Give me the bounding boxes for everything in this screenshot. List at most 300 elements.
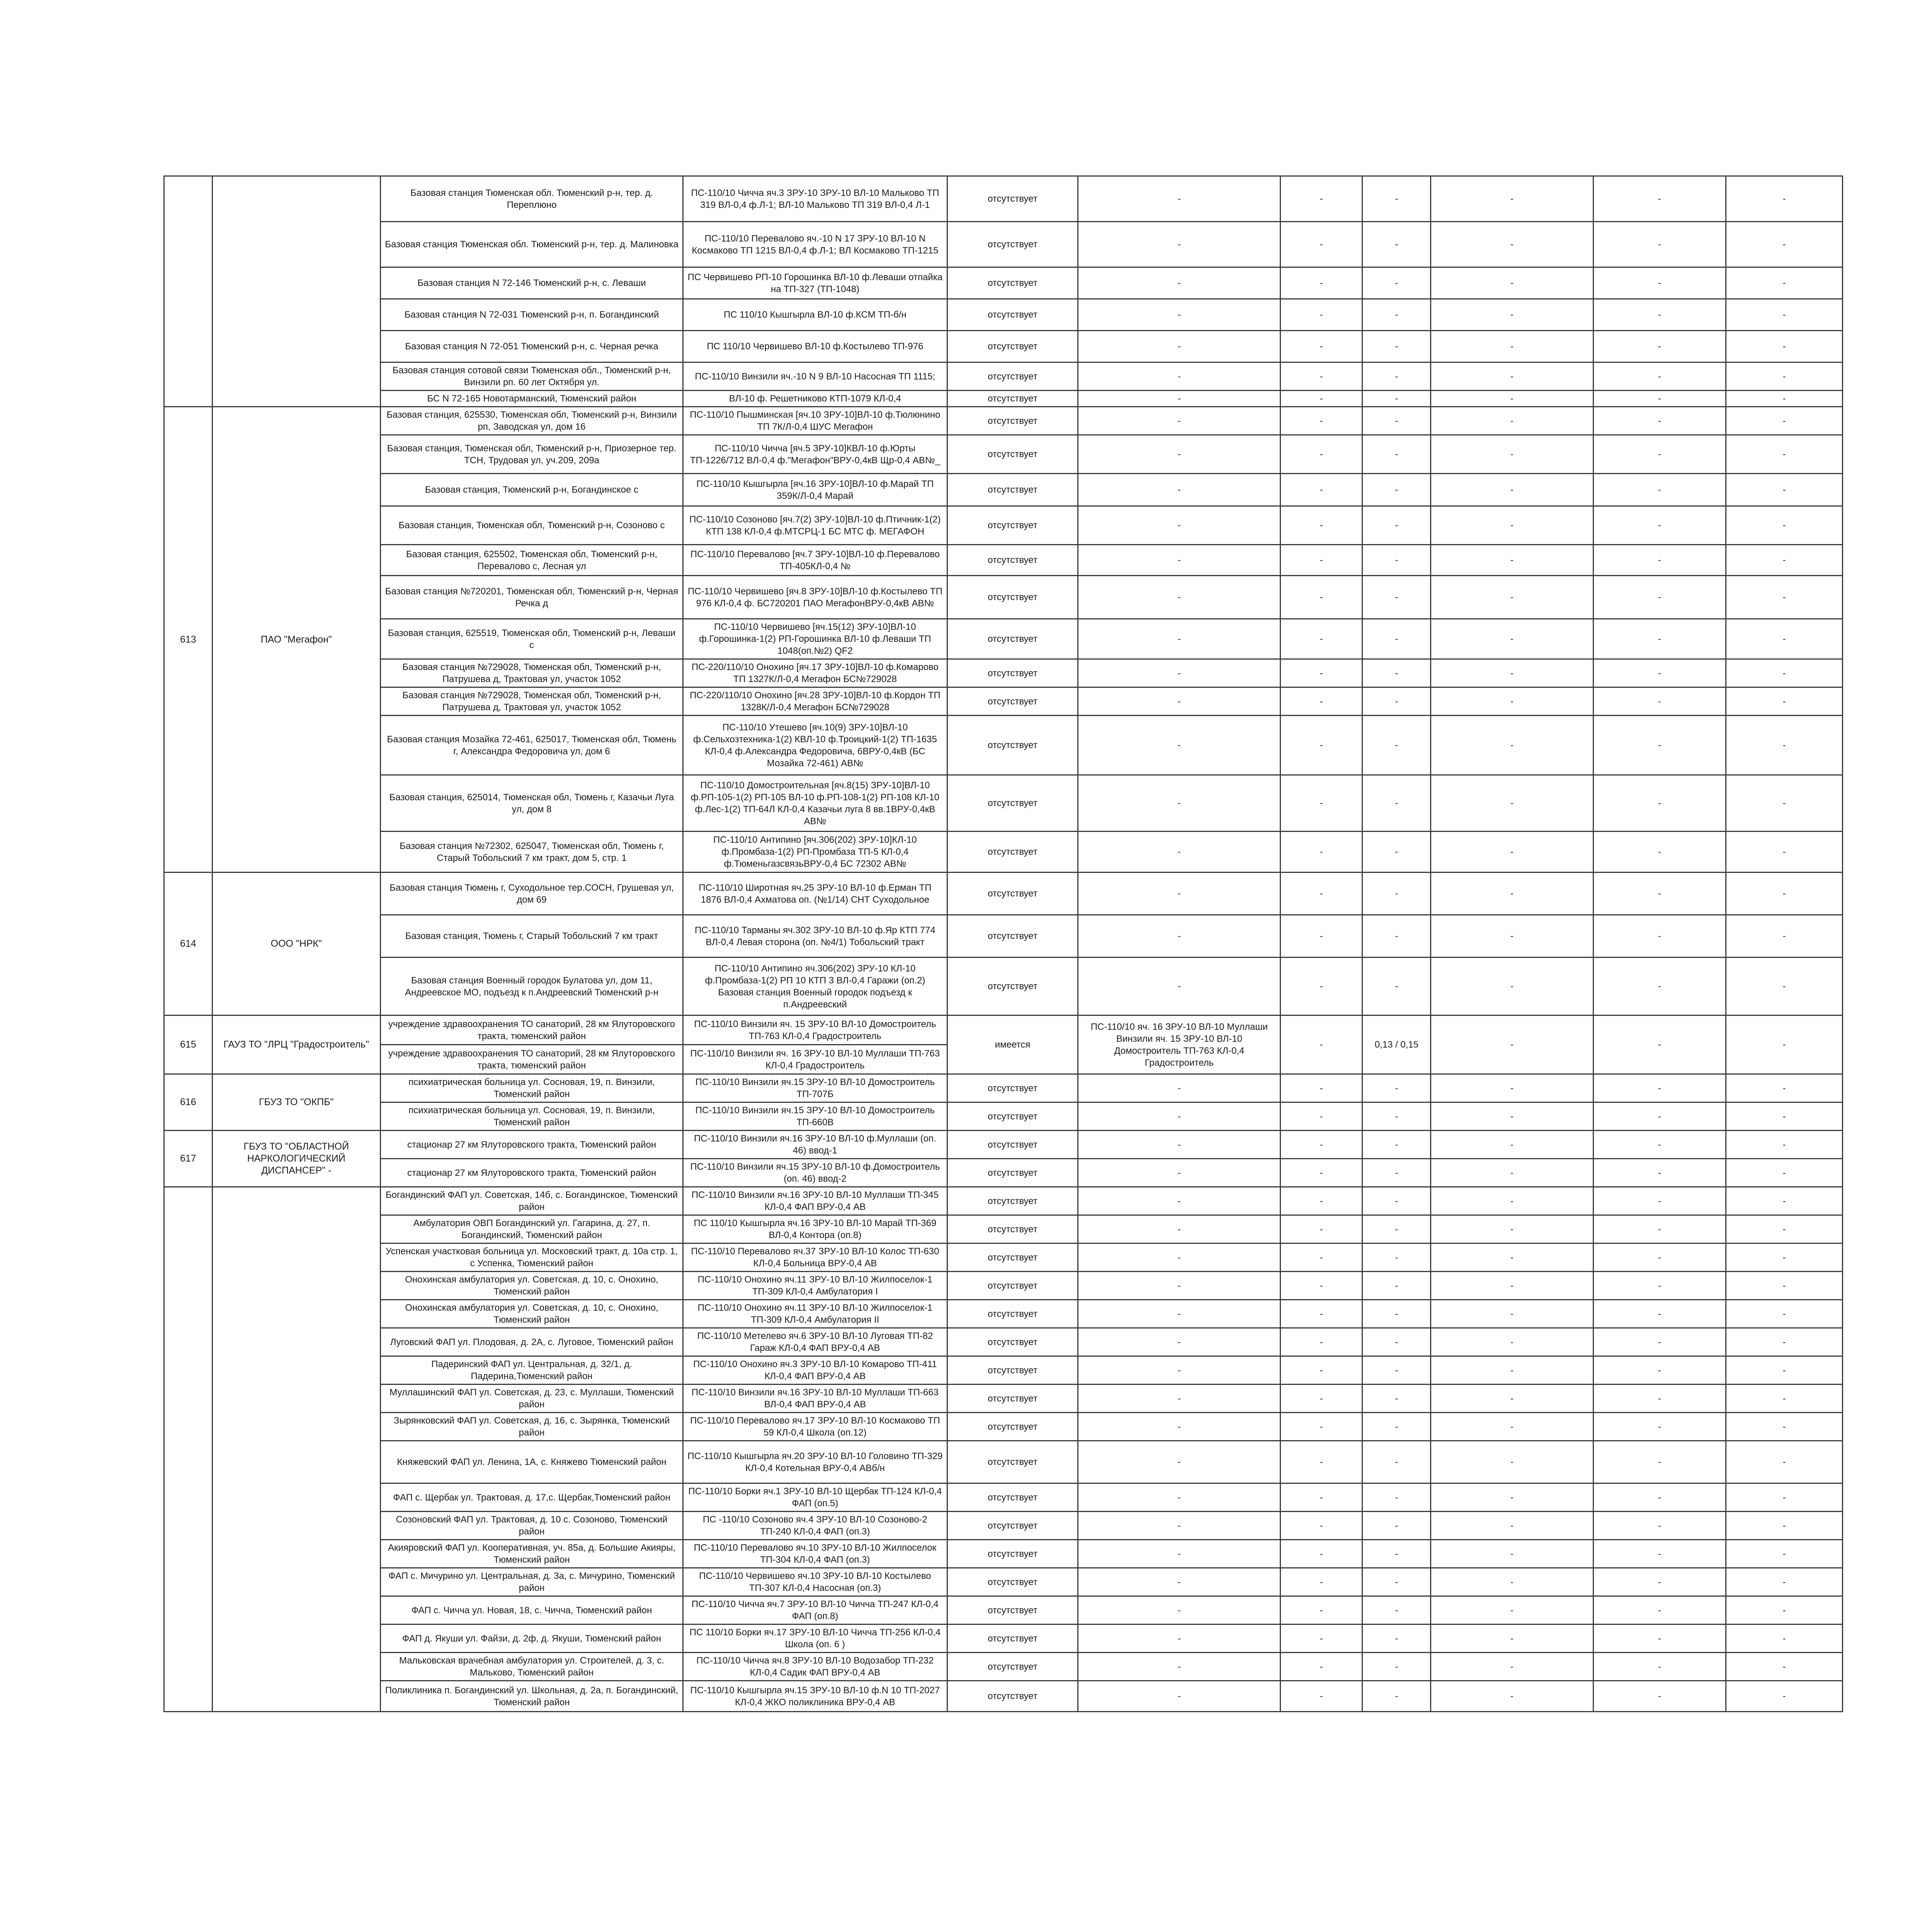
supply-source-cell: ПС-110/10 Винзили яч. 16 ЗРУ-10 ВЛ-10 Муллаши ТП-763 КЛ-0,4 Градостроитель <box>683 1045 947 1074</box>
supply-status-cell: отсутствует <box>947 958 1078 1015</box>
object-name-cell: Базовая станция, 625519, Тюменская обл, Тюменский р-н, Леваши с <box>380 619 683 659</box>
object-name-cell: Базовая станция Тюменская обл. Тюменский р-н, тер. д. Переплюно <box>380 176 683 222</box>
value-cell: - <box>1593 1568 1726 1596</box>
value-cell: - <box>1593 1300 1726 1328</box>
power-cell: - <box>1362 1074 1431 1102</box>
value-cell: - <box>1281 1300 1362 1328</box>
table-row <box>164 832 1843 873</box>
value-cell: - <box>1593 222 1726 267</box>
backup-source-cell: - <box>1078 1243 1281 1272</box>
value-cell: - <box>1593 1385 1726 1413</box>
value-cell: - <box>1431 958 1593 1015</box>
value-cell: - <box>1726 1131 1843 1159</box>
power-cell: - <box>1362 299 1431 331</box>
power-cell: - <box>1362 391 1431 407</box>
value-cell: - <box>1281 1441 1362 1483</box>
value-cell: - <box>1431 659 1593 687</box>
power-cell: - <box>1362 716 1431 775</box>
supply-source-cell: ПС-110/10 Винзили яч.-10 N 9 ВЛ-10 Насосная ТП 1115; <box>683 362 947 391</box>
value-cell: - <box>1593 1328 1726 1356</box>
object-name-cell: стационар 27 км Ялуторовского тракта, Тюменский район <box>380 1131 683 1159</box>
value-cell: - <box>1726 1441 1843 1483</box>
backup-source-cell: - <box>1078 1131 1281 1159</box>
value-cell: - <box>1726 506 1843 545</box>
value-cell: - <box>1726 1187 1843 1215</box>
value-cell: - <box>1593 1272 1726 1300</box>
table-row <box>164 362 1843 391</box>
value-cell: - <box>1281 958 1362 1015</box>
backup-source-cell: - <box>1078 1074 1281 1102</box>
organization-cell: ГБУЗ ТО "ОКПБ" <box>212 1074 380 1131</box>
supply-status-cell: отсутствует <box>947 1512 1078 1540</box>
value-cell: - <box>1281 1568 1362 1596</box>
value-cell: - <box>1726 407 1843 435</box>
value-cell: - <box>1431 267 1593 299</box>
organization-cell <box>212 176 380 407</box>
supply-source-cell: ПС-110/10 Созоново [яч.7(2) ЗРУ-10]ВЛ-10 ф.Птичник-1(2) КТП 138 КЛ-0,4 ф.МТСРЦ-1 БС МТС ф. МЕГАФОН <box>683 506 947 545</box>
value-cell: - <box>1431 873 1593 915</box>
value-cell: - <box>1431 331 1593 362</box>
table-row <box>164 576 1843 619</box>
supply-status-cell: отсутствует <box>947 474 1078 506</box>
table-row <box>164 915 1843 958</box>
value-cell: - <box>1281 1102 1362 1131</box>
value-cell: - <box>1431 1074 1593 1102</box>
supply-source-cell: ПС-110/10 Винзили яч.16 ЗРУ-10 ВЛ-10 ф.Муллаши (оп. 46) ввод-1 <box>683 1131 947 1159</box>
supply-source-cell: ПС-110/10 Утешево [яч.10(9) ЗРУ-10]ВЛ-10 ф.Сельхозтехника-1(2) КВЛ-10 ф.Троицкий-1(2) ТП-1635 КЛ-0,4 ф.Александра Федоровича, 6ВРУ-0,4кВ (БС Мозайка 72-461) АВ№ <box>683 716 947 775</box>
power-cell: - <box>1362 1568 1431 1596</box>
supply-status-cell: отсутствует <box>947 407 1078 435</box>
backup-source-cell: - <box>1078 775 1281 832</box>
object-name-cell: Богандинский ФАП ул. Советская, 14б, с. Богандинское, Тюменский район <box>380 1187 683 1215</box>
backup-source-cell: - <box>1078 222 1281 267</box>
table-row <box>164 1215 1843 1243</box>
object-name-cell: Акияровский ФАП ул. Кооперативная, уч. 85а, д. Большие Акияры, Тюменский район <box>380 1540 683 1568</box>
value-cell: - <box>1431 222 1593 267</box>
value-cell: - <box>1281 362 1362 391</box>
table-row <box>164 1243 1843 1272</box>
value-cell: - <box>1431 506 1593 545</box>
table-row <box>164 435 1843 474</box>
backup-source-cell: - <box>1078 1356 1281 1385</box>
value-cell: - <box>1593 176 1726 222</box>
value-cell: - <box>1431 1356 1593 1385</box>
supply-status-cell: отсутствует <box>947 1624 1078 1653</box>
supply-source-cell: ПС-110/10 Винзили яч.15 ЗРУ-10 ВЛ-10 ф.Домостроитель (оп. 46) ввод-2 <box>683 1159 947 1187</box>
backup-source-cell: - <box>1078 958 1281 1015</box>
supply-source-cell: ПС -110/10 Созоново яч.4 ЗРУ-10 ВЛ-10 Созоново-2 ТП-240 КЛ-0,4 ФАП (оп.3) <box>683 1512 947 1540</box>
value-cell: - <box>1281 435 1362 474</box>
power-cell: - <box>1362 1272 1431 1300</box>
backup-source-cell: - <box>1078 1596 1281 1624</box>
value-cell: - <box>1726 576 1843 619</box>
table-row <box>164 1385 1843 1413</box>
power-cell: - <box>1362 407 1431 435</box>
object-name-cell: Базовая станция N 72-146 Тюменский р-н, с. Леваши <box>380 267 683 299</box>
value-cell: - <box>1593 1413 1726 1441</box>
value-cell: - <box>1593 362 1726 391</box>
object-name-cell: Созоновский ФАП ул. Трактовая, д. 10 с. Созоново, Тюменский район <box>380 1512 683 1540</box>
backup-source-cell: - <box>1078 1102 1281 1131</box>
object-name-cell: Базовая станция №729028, Тюменская обл, Тюменский р-н, Патрушева д, Трактовая ул, участок 1052 <box>380 659 683 687</box>
table-row <box>164 619 1843 659</box>
backup-source-cell: - <box>1078 873 1281 915</box>
table-row <box>164 659 1843 687</box>
power-cell: - <box>1362 176 1431 222</box>
value-cell: - <box>1431 1441 1593 1483</box>
power-cell: - <box>1362 873 1431 915</box>
table-row <box>164 1441 1843 1483</box>
value-cell: - <box>1431 1385 1593 1413</box>
table-row <box>164 1356 1843 1385</box>
value-cell: - <box>1726 1102 1843 1131</box>
value-cell: - <box>1726 619 1843 659</box>
table-row <box>164 1483 1843 1512</box>
supply-source-cell: ПС-110/10 Борки яч.1 ЗРУ-10 ВЛ-10 Щербак ТП-124 КЛ-0,4 ФАП (оп.5) <box>683 1483 947 1512</box>
backup-source-cell: - <box>1078 1512 1281 1540</box>
value-cell: - <box>1726 1215 1843 1243</box>
value-cell: - <box>1431 1015 1593 1074</box>
table-row <box>164 506 1843 545</box>
backup-source-cell: ПС-110/10 яч. 16 ЗРУ-10 ВЛ-10 Муллаши Винзили яч. 15 ЗРУ-10 ВЛ-10 Домостроитель ТП-763 КЛ-0,4 Градостроитель <box>1078 1015 1281 1074</box>
backup-source-cell: - <box>1078 576 1281 619</box>
value-cell: - <box>1281 267 1362 299</box>
row-number-cell: 614 <box>164 873 213 1015</box>
power-cell: - <box>1362 474 1431 506</box>
backup-source-cell: - <box>1078 267 1281 299</box>
value-cell: - <box>1593 1102 1726 1131</box>
table-row <box>164 1624 1843 1653</box>
value-cell: - <box>1431 1328 1593 1356</box>
supply-status-cell: отсутствует <box>947 1159 1078 1187</box>
value-cell: - <box>1593 474 1726 506</box>
object-name-cell: Луговский ФАП ул. Плодовая, д. 2А, с. Луговое, Тюменский район <box>380 1328 683 1356</box>
value-cell: - <box>1431 1568 1593 1596</box>
value-cell: - <box>1281 391 1362 407</box>
object-name-cell: Муллашинский ФАП ул. Советская, д. 23, с. Муллаши, Тюменский район <box>380 1385 683 1413</box>
value-cell: - <box>1281 659 1362 687</box>
value-cell: - <box>1726 1015 1843 1074</box>
table-row <box>164 1131 1843 1159</box>
value-cell: - <box>1431 407 1593 435</box>
value-cell: - <box>1593 267 1726 299</box>
table-row <box>164 1681 1843 1712</box>
power-cell: - <box>1362 1159 1431 1187</box>
value-cell: - <box>1281 1540 1362 1568</box>
value-cell: - <box>1726 1385 1843 1413</box>
backup-source-cell: - <box>1078 1568 1281 1596</box>
value-cell: - <box>1431 362 1593 391</box>
value-cell: - <box>1593 832 1726 873</box>
value-cell: - <box>1726 1653 1843 1681</box>
object-name-cell: Базовая станция, 625530, Тюменская обл, Тюменский р-н, Винзили рп, Заводская ул, дом 16 <box>380 407 683 435</box>
object-name-cell: ФАП с. Чичча ул. Новая, 18, с. Чичча, Тюменский район <box>380 1596 683 1624</box>
value-cell: - <box>1281 832 1362 873</box>
value-cell: - <box>1726 1568 1843 1596</box>
value-cell: - <box>1593 391 1726 407</box>
value-cell: - <box>1281 1653 1362 1681</box>
supply-status-cell: отсутствует <box>947 687 1078 716</box>
backup-source-cell: - <box>1078 545 1281 576</box>
value-cell: - <box>1726 474 1843 506</box>
supply-status-cell: отсутствует <box>947 1215 1078 1243</box>
value-cell: - <box>1431 1653 1593 1681</box>
backup-source-cell: - <box>1078 1441 1281 1483</box>
supply-status-cell: отсутствует <box>947 1328 1078 1356</box>
backup-source-cell: - <box>1078 687 1281 716</box>
object-name-cell: Базовая станция, Тюмень г, Старый Тобольский 7 км тракт <box>380 915 683 958</box>
object-name-cell: Базовая станция сотовой связи Тюменская обл., Тюменский р-н, Винзили рп. 60 лет Октября ул. <box>380 362 683 391</box>
value-cell: - <box>1281 576 1362 619</box>
supply-status-cell: отсутствует <box>947 1074 1078 1102</box>
value-cell: - <box>1431 1483 1593 1512</box>
value-cell: - <box>1431 176 1593 222</box>
organization-cell <box>212 1187 380 1712</box>
table-row <box>164 687 1843 716</box>
value-cell: - <box>1726 1300 1843 1328</box>
supply-source-cell: ПС-110/10 Онохино яч.3 ЗРУ-10 ВЛ-10 Комарово ТП-411 КЛ-0,4 ФАП ВРУ-0,4 АВ <box>683 1356 947 1385</box>
value-cell: - <box>1726 545 1843 576</box>
value-cell: - <box>1431 545 1593 576</box>
organization-cell: ГБУЗ ТО "ОБЛАСТНОЙ НАРКОЛОГИЧЕСКИЙ ДИСПАНСЕР" - <box>212 1131 380 1187</box>
backup-source-cell: - <box>1078 915 1281 958</box>
table-row <box>164 474 1843 506</box>
supply-status-cell: отсутствует <box>947 1131 1078 1159</box>
power-cell: - <box>1362 915 1431 958</box>
power-cell: - <box>1362 1624 1431 1653</box>
table-row <box>164 176 1843 222</box>
object-name-cell: Базовая станция, Тюменская обл, Тюменский р-н, Созоново с <box>380 506 683 545</box>
supply-source-cell: ПС-110/10 Перевалово [яч.7 ЗРУ-10]ВЛ-10 ф.Перевалово ТП-405КЛ-0,4 № <box>683 545 947 576</box>
value-cell: - <box>1593 1596 1726 1624</box>
object-name-cell: Базовая станция, 625502, Тюменская обл, Тюменский р-н, Перевалово с, Лесная ул <box>380 545 683 576</box>
value-cell: - <box>1593 716 1726 775</box>
value-cell: - <box>1281 1131 1362 1159</box>
value-cell: - <box>1726 176 1843 222</box>
organization-cell: ПАО "Мегафон" <box>212 407 380 873</box>
value-cell: - <box>1281 1385 1362 1413</box>
value-cell: - <box>1593 545 1726 576</box>
supply-status-cell: отсутствует <box>947 435 1078 474</box>
table-row <box>164 775 1843 832</box>
value-cell: - <box>1431 299 1593 331</box>
power-cell: - <box>1362 362 1431 391</box>
supply-source-cell: ПС-110/10 Червишево [яч.8 ЗРУ-10]ВЛ-10 ф.Костылево ТП 976 КЛ-0,4 ф. БС720201 ПАО МегафонВРУ-0,4кВ АВ№ <box>683 576 947 619</box>
backup-source-cell: - <box>1078 1187 1281 1215</box>
supply-status-cell: отсутствует <box>947 1568 1078 1596</box>
table-row <box>164 1074 1843 1102</box>
backup-source-cell: - <box>1078 1413 1281 1441</box>
table-row <box>164 1596 1843 1624</box>
table-row <box>164 222 1843 267</box>
object-name-cell: учреждение здравоохранения ТО санаторий, 28 км Ялуторовского тракта, тюменский район <box>380 1045 683 1074</box>
value-cell: - <box>1726 1596 1843 1624</box>
backup-source-cell: - <box>1078 1385 1281 1413</box>
value-cell: - <box>1726 687 1843 716</box>
supply-source-cell: ПС-110/10 Перевалово яч.17 ЗРУ-10 ВЛ-10 Космаково ТП 59 КЛ-0,4 Школа (оп.12) <box>683 1413 947 1441</box>
supply-status-cell: имеется <box>947 1015 1078 1074</box>
value-cell: - <box>1431 1681 1593 1712</box>
supply-status-cell: отсутствует <box>947 1356 1078 1385</box>
backup-source-cell: - <box>1078 435 1281 474</box>
value-cell: - <box>1431 1300 1593 1328</box>
power-cell: - <box>1362 1653 1431 1681</box>
row-number-cell: 613 <box>164 407 213 873</box>
power-cell: - <box>1362 1385 1431 1413</box>
value-cell: - <box>1726 958 1843 1015</box>
supply-source-cell: ПС-110/10 Домостроительная [яч.8(15) ЗРУ-10]ВЛ-10 ф.РП-105-1(2) РП-105 ВЛ-10 ф.РП-108-1(2) РП-108 КЛ-10 ф.Лес-1(2) ТП-64Л КЛ-0,4 Казачьи луга 8 вв.1ВРУ-0,4кВ АВ№ <box>683 775 947 832</box>
object-name-cell: Мальковская врачебная амбулатория ул. Строителей, д. 3, с. Мальково, Тюменский район <box>380 1653 683 1681</box>
power-cell: - <box>1362 619 1431 659</box>
supply-source-cell: ПС-110/10 Чичча яч.8 ЗРУ-10 ВЛ-10 Водозабор ТП-232 КЛ-0,4 Садик ФАП ВРУ-0,4 АВ <box>683 1653 947 1681</box>
supply-status-cell: отсутствует <box>947 1413 1078 1441</box>
power-cell: - <box>1362 1441 1431 1483</box>
supply-status-cell: отсутствует <box>947 1441 1078 1483</box>
backup-source-cell: - <box>1078 1272 1281 1300</box>
supply-source-cell: ПС-110/10 Перевалово яч.37 ЗРУ-10 ВЛ-10 Колос ТП-630 КЛ-0,4 Больница ВРУ-0,4 АВ <box>683 1243 947 1272</box>
value-cell: - <box>1726 1159 1843 1187</box>
table-row <box>164 1328 1843 1356</box>
power-cell: - <box>1362 1131 1431 1159</box>
power-cell: - <box>1362 1243 1431 1272</box>
row-number-cell: 617 <box>164 1131 213 1187</box>
supply-status-cell: отсутствует <box>947 1300 1078 1328</box>
value-cell: - <box>1726 832 1843 873</box>
value-cell: - <box>1593 1653 1726 1681</box>
value-cell: - <box>1726 362 1843 391</box>
value-cell: - <box>1593 687 1726 716</box>
row-number-cell <box>164 1187 213 1712</box>
value-cell: - <box>1281 1328 1362 1356</box>
supply-status-cell: отсутствует <box>947 299 1078 331</box>
backup-source-cell: - <box>1078 1681 1281 1712</box>
value-cell: - <box>1281 1596 1362 1624</box>
supply-status-cell: отсутствует <box>947 362 1078 391</box>
backup-source-cell: - <box>1078 176 1281 222</box>
organization-cell: ООО "НРК" <box>212 873 380 1015</box>
value-cell: - <box>1431 1512 1593 1540</box>
power-cell: - <box>1362 506 1431 545</box>
supply-source-cell: ПС 110/10 Кышгырла ВЛ-10 ф.КСМ ТП-б/н <box>683 299 947 331</box>
power-cell: - <box>1362 659 1431 687</box>
object-name-cell: Базовая станция N 72-051 Тюменский р-н, с. Черная речка <box>380 331 683 362</box>
power-cell: - <box>1362 1215 1431 1243</box>
value-cell: - <box>1281 407 1362 435</box>
backup-source-cell: - <box>1078 362 1281 391</box>
table-row <box>164 1159 1843 1187</box>
supply-source-cell: ПС-110/10 Винзили яч.16 ЗРУ-10 ВЛ-10 Муллаши ТП-345 КЛ-0,4 ФАП ВРУ-0,4 АВ <box>683 1187 947 1215</box>
object-name-cell: БС N 72-165 Новотарманский, Тюменский район <box>380 391 683 407</box>
table-row <box>164 407 1843 435</box>
value-cell: - <box>1281 1215 1362 1243</box>
object-name-cell: психиатрическая больница ул. Сосновая, 19, п. Винзили, Тюменский район <box>380 1102 683 1131</box>
object-name-cell: Базовая станция, Тюменская обл, Тюменский р-н, Приозерное тер. ТСН, Трудовая ул, уч.209, 209а <box>380 435 683 474</box>
value-cell: - <box>1726 873 1843 915</box>
supply-source-cell: ПС-110/10 Широтная яч.25 ЗРУ-10 ВЛ-10 ф.Ерман ТП 1876 ВЛ-0,4 Ахматова оп. (№1/14) СНТ Суходольное <box>683 873 947 915</box>
value-cell: - <box>1726 1512 1843 1540</box>
table-row <box>164 716 1843 775</box>
object-name-cell: ФАП д. Якуши ул. Файзи, д. 2ф, д. Якуши, Тюменский район <box>380 1624 683 1653</box>
backup-source-cell: - <box>1078 1159 1281 1187</box>
table-row <box>164 1102 1843 1131</box>
power-cell: - <box>1362 1681 1431 1712</box>
value-cell: - <box>1281 1187 1362 1215</box>
value-cell: - <box>1593 1512 1726 1540</box>
table-row <box>164 1015 1843 1045</box>
supply-source-cell: ПС-110/10 Кышгырла [яч.16 ЗРУ-10]ВЛ-10 ф.Марай ТП 359К/Л-0,4 Марай <box>683 474 947 506</box>
object-name-cell: Падеринский ФАП ул. Центральная, д. 32/1, д. Падерина,Тюменский район <box>380 1356 683 1385</box>
value-cell: - <box>1431 915 1593 958</box>
supply-source-cell: ПС-110/10 Винзили яч.15 ЗРУ-10 ВЛ-10 Домостроитель ТП-660В <box>683 1102 947 1131</box>
value-cell: - <box>1431 1413 1593 1441</box>
value-cell: - <box>1726 1540 1843 1568</box>
value-cell: - <box>1431 1596 1593 1624</box>
backup-source-cell: - <box>1078 716 1281 775</box>
power-cell: - <box>1362 545 1431 576</box>
value-cell: - <box>1593 1441 1726 1483</box>
value-cell: - <box>1726 1681 1843 1712</box>
connection-table <box>163 175 1843 1712</box>
object-name-cell: Онохинская амбулатория ул. Советская, д. 10, с. Онохино, Тюменский район <box>380 1272 683 1300</box>
table-row <box>164 958 1843 1015</box>
table-row <box>164 299 1843 331</box>
supply-source-cell: ПС-110/10 Пышминская [яч.10 ЗРУ-10]ВЛ-10 ф.Тюлюнино ТП 7К/Л-0,4 ШУС Мегафон <box>683 407 947 435</box>
supply-source-cell: ПС-110/10 Перевалово яч.10 ЗРУ-10 ВЛ-10 Жилпоселок ТП-304 КЛ-0,4 ФАП (оп.3) <box>683 1540 947 1568</box>
supply-status-cell: отсутствует <box>947 832 1078 873</box>
supply-source-cell: ПС-110/10 Тарманы яч.302 ЗРУ-10 ВЛ-10 ф.Яр КТП 774 ВЛ-0,4 Левая сторона (оп. №4/1) Тобольский тракт <box>683 915 947 958</box>
value-cell: - <box>1726 222 1843 267</box>
object-name-cell: Базовая станция, 625014, Тюменская обл, Тюмень г, Казачьи Луга ул, дом 8 <box>380 775 683 832</box>
backup-source-cell: - <box>1078 391 1281 407</box>
value-cell: - <box>1593 576 1726 619</box>
value-cell: - <box>1281 1159 1362 1187</box>
value-cell: - <box>1593 1483 1726 1512</box>
backup-source-cell: - <box>1078 474 1281 506</box>
supply-source-cell: ПС 110/10 Кышгырла яч.16 ЗРУ-10 ВЛ-10 Марай ТП-369 ВЛ-0,4 Контора (оп.8) <box>683 1215 947 1243</box>
value-cell: - <box>1593 331 1726 362</box>
value-cell: - <box>1593 1243 1726 1272</box>
power-cell: - <box>1362 1413 1431 1441</box>
supply-status-cell: отсутствует <box>947 1272 1078 1300</box>
backup-source-cell: - <box>1078 1215 1281 1243</box>
object-name-cell: Базовая станция Мозайка 72-461, 625017, Тюменская обл, Тюмень г, Александра Федоровича ул, дом 6 <box>380 716 683 775</box>
row-number-cell <box>164 176 213 407</box>
value-cell: - <box>1726 915 1843 958</box>
supply-status-cell: отсутствует <box>947 267 1078 299</box>
supply-status-cell: отсутствует <box>947 176 1078 222</box>
value-cell: - <box>1593 1187 1726 1215</box>
backup-source-cell: - <box>1078 1624 1281 1653</box>
supply-status-cell: отсутствует <box>947 716 1078 775</box>
power-cell: - <box>1362 222 1431 267</box>
object-name-cell: психиатрическая больница ул. Сосновая, 19, п. Винзили, Тюменский район <box>380 1074 683 1102</box>
value-cell: - <box>1726 267 1843 299</box>
table-row <box>164 1653 1843 1681</box>
supply-status-cell: отсутствует <box>947 873 1078 915</box>
object-name-cell: Базовая станция Тюмень г, Суходольное тер.СОСН, Грушевая ул, дом 69 <box>380 873 683 915</box>
value-cell: - <box>1726 1272 1843 1300</box>
object-name-cell: Зырянковский ФАП ул. Советская, д. 16, с. Зырянка, Тюменский район <box>380 1413 683 1441</box>
value-cell: - <box>1726 1328 1843 1356</box>
supply-source-cell: ПС-110/10 Онохино яч.11 ЗРУ-10 ВЛ-10 Жилпоселок-1 ТП-309 КЛ-0,4 Амбулатория I <box>683 1272 947 1300</box>
value-cell: - <box>1281 1272 1362 1300</box>
backup-source-cell: - <box>1078 659 1281 687</box>
table-row <box>164 1413 1843 1441</box>
supply-source-cell: ПС-110/10 Винзили яч.15 ЗРУ-10 ВЛ-10 Домостроитель ТП-707Б <box>683 1074 947 1102</box>
supply-source-cell: ВЛ-10 ф. Решетниково КТП-1079 КЛ-0,4 <box>683 391 947 407</box>
power-cell: - <box>1362 775 1431 832</box>
supply-source-cell: ПС-110/10 Чичча яч.7 ЗРУ-10 ВЛ-10 Чичча ТП-247 КЛ-0,4 ФАП (оп.8) <box>683 1596 947 1624</box>
